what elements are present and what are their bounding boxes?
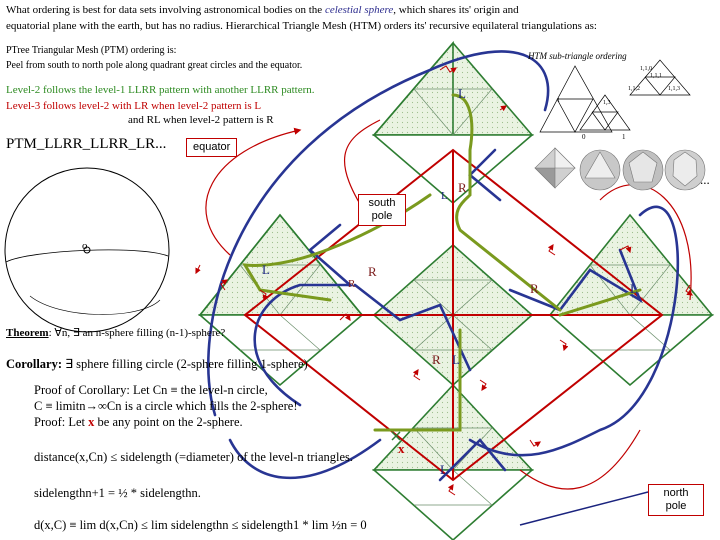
letter-L-mid: L <box>441 190 448 202</box>
letter-R-inner: R <box>348 278 356 290</box>
north-pole-box: north pole <box>648 484 704 516</box>
corollary-body: ∃ sphere filling circle (2-sphere filling 1-sphere) <box>62 357 308 371</box>
polyhedra-icons <box>535 148 705 190</box>
letter-R-right: R <box>530 281 539 296</box>
intro-line-1 <box>6 4 519 16</box>
proof-line-1: Proof of Corollary: Let Cn ≡ the level-n circle, <box>34 383 268 397</box>
intro-line-2: equatorial plane with the earth, but has no radius. Hierarchical Triangle Mesh (HTM) orders its' recursive equilateral triangulations as: <box>6 20 597 32</box>
proof-line-6: d(x,C) ≡ lim d(x,Cn) ≤ lim sidelengthn ≤ sidelength1 * lim ½n = 0 <box>34 518 367 532</box>
intro-text-b: , which shares its' origin and <box>393 4 519 16</box>
proof-line-5: sidelengthn+1 = ½ * sidelengthn. <box>34 486 201 500</box>
theorem-head: Theorem <box>6 327 49 339</box>
ptm-name <box>6 136 166 153</box>
proof-line-3b: be any point on the 2-sphere. <box>94 415 243 429</box>
level3-rule-a-text: Level-3 follows level-2 with LR when level-2 pattern is L <box>6 100 262 112</box>
north-pole-pointer <box>520 492 648 525</box>
htm-label-5: 1,3 <box>603 100 611 106</box>
corollary-line <box>6 356 308 372</box>
level3-rule-a <box>6 100 261 112</box>
htm-title: HTM sub-triangle ordering <box>528 51 627 61</box>
level2-rule: Level-2 follows the level-1 LLRR pattern with another LLRR pattern. <box>6 84 315 96</box>
htm-label-7: 1 <box>622 133 626 141</box>
theorem-line <box>6 326 225 339</box>
htm-label-2: 1,1,2 <box>628 86 640 92</box>
htm-label-1: 1,1,1 <box>650 73 662 79</box>
ellipsis: ... <box>700 172 710 187</box>
south-pole-box: south pole <box>358 194 406 226</box>
letter-R-mid: R <box>458 180 467 195</box>
theorem-body: : ∀n, ∃ an n-sphere filling (n-1)-sphere? <box>48 327 226 339</box>
ptm-name-text: PTM_LLRR_LLRR_LR... <box>6 136 167 152</box>
proof-line-3-x: x <box>88 415 95 429</box>
corollary-head: Corollary: <box>6 357 63 371</box>
intro-text-a: What ordering is best for data sets involving astronomical bodies on the <box>6 4 325 16</box>
proof-line-4: distance(x,Cn) ≤ sidelength (=diameter) of the level-n triangles. <box>34 450 354 464</box>
proof-line-3 <box>34 415 243 430</box>
proof-line-3a: Proof: Let <box>34 415 89 429</box>
htm-label-6: 0 <box>582 133 586 141</box>
level3-rule-b: and RL when level-2 pattern is R <box>128 114 274 126</box>
proof-line-2: C ≡ limitn→∞Cn is a circle which fills the 2-sphere! <box>34 399 298 413</box>
equator-box: equator <box>186 138 237 157</box>
htm-label-0: 1,1,0 <box>640 66 652 72</box>
letter-L-top: L <box>458 86 466 101</box>
letter-R-left: R <box>368 264 377 279</box>
ptm-peel-line: Peel from south to north pole along quadrant great circles and the equator. <box>6 60 303 71</box>
ptm-title: PTree Triangular Mesh (PTM) ordering is: <box>6 45 177 56</box>
sphere-center-label: o <box>82 240 88 252</box>
letter-x-mark: x <box>398 441 405 456</box>
letter-R-low: R <box>432 352 441 367</box>
letter-L-bottom: L <box>440 462 448 477</box>
htm-figure <box>540 60 690 132</box>
letter-L-left: L <box>262 262 270 277</box>
htm-label-4: 1 <box>557 98 560 104</box>
celestial-sphere-term: celestial sphere <box>324 4 394 16</box>
letter-L-low: L <box>452 352 460 367</box>
htm-label-3: 1,1,3 <box>668 86 680 92</box>
letter-L-right: L <box>630 281 638 296</box>
